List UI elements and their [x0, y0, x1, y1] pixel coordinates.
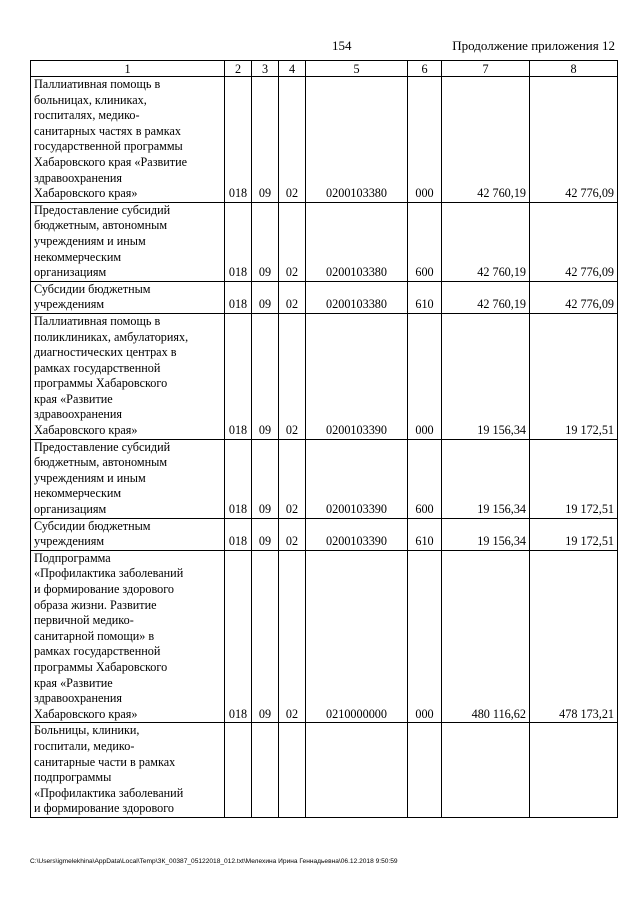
column-header-4: 4 [279, 61, 306, 77]
row-name-line: Хабаровского края» [34, 706, 138, 721]
ministry-code-cell [225, 723, 252, 818]
amount-year1-cell: 42 760,19 [442, 281, 530, 313]
row-name-line: и формирование здорового [34, 801, 175, 816]
section-code-cell: 09 [252, 77, 279, 203]
row-name-cell [31, 518, 225, 550]
row-name-line: программы Хабаровского [34, 376, 168, 391]
ministry-code-cell: 018 [225, 281, 252, 313]
row-name-line: края «Развитие [34, 391, 113, 406]
ministry-code-cell: 018 [225, 77, 252, 203]
row-name-line: санитарные части в рамках [34, 754, 176, 769]
table-row [31, 439, 618, 518]
row-name-line: Хабаровского края «Развитие [34, 154, 188, 169]
target-article-cell [306, 723, 408, 818]
column-number-row [31, 61, 618, 77]
row-name-line: подпрограммы [34, 770, 112, 785]
table-row [31, 550, 618, 723]
column-header-6: 6 [408, 61, 442, 77]
row-name-line: некоммерческим [34, 486, 122, 501]
row-name-line: госпитали, медико- [34, 738, 135, 753]
row-name-line: учреждениям [34, 534, 105, 549]
expense-type-cell: 600 [408, 439, 442, 518]
amount-year2-cell: 478 173,21 [530, 550, 618, 723]
row-name-line: Предоставление субсидий [34, 439, 171, 454]
amount-year2-cell: 42 776,09 [530, 202, 618, 281]
row-name-line: рамках государственной [34, 644, 161, 659]
row-name-line: здравоохранения [34, 170, 123, 185]
expense-type-cell: 600 [408, 202, 442, 281]
appendix-continuation-note: Продолжение приложения 12 [452, 38, 615, 53]
row-name-line: здравоохранения [34, 691, 123, 706]
expense-type-cell: 000 [408, 77, 442, 203]
subsection-code-cell: 02 [279, 313, 306, 439]
row-name-line: поликлиниках, амбулаториях, [34, 329, 189, 344]
row-name-line: некоммерческим [34, 249, 122, 264]
amount-year2-cell: 19 172,51 [530, 439, 618, 518]
row-name-line: Хабаровского края» [34, 186, 138, 201]
subsection-code-cell [279, 723, 306, 818]
section-code-cell: 09 [252, 313, 279, 439]
expense-type-cell: 000 [408, 550, 442, 723]
table-row [31, 202, 618, 281]
row-name-line: и формирование здорового [34, 582, 175, 596]
row-name-line: Субсидии бюджетным [34, 518, 151, 533]
row-name-line: образа жизни. Развитие [34, 597, 157, 612]
amount-year1-cell: 480 116,62 [442, 550, 530, 723]
row-name-line: «Профилактика заболеваний [34, 566, 184, 581]
row-name-line: учреждениям и иным [34, 470, 146, 485]
column-header-8: 8 [530, 61, 618, 77]
file-path-footer: C:\Users\igmelekhina\AppData\Local\Temp\ЗК_00387_05122018_012.txt\Мелехина Ирина Геннадьевна\06.12.2018 9:50:59 [30, 858, 398, 865]
amount-year2-cell [530, 723, 618, 818]
row-name-cell [31, 77, 225, 203]
row-name-cell [31, 550, 225, 723]
row-name-cell [31, 439, 225, 518]
subsection-code-cell: 02 [279, 439, 306, 518]
target-article-cell: 0200103380 [306, 281, 408, 313]
amount-year2-cell: 42 776,09 [530, 77, 618, 203]
target-article-cell: 0200103390 [306, 439, 408, 518]
row-name-cell [31, 281, 225, 313]
row-name-line: Больницы, клиники, [34, 723, 140, 738]
subsection-code-cell: 02 [279, 550, 306, 723]
subsection-code-cell: 02 [279, 518, 306, 550]
subsection-code-cell: 02 [279, 77, 306, 203]
amount-year1-cell: 19 156,34 [442, 313, 530, 439]
ministry-code-cell: 018 [225, 202, 252, 281]
row-name-line: санитарной помощи» в [34, 628, 155, 643]
ministry-code-cell: 018 [225, 550, 252, 723]
target-article-cell: 0200103390 [306, 313, 408, 439]
row-name-cell [31, 313, 225, 439]
row-name-line: Подпрограмма [34, 550, 111, 565]
column-header-7: 7 [442, 61, 530, 77]
row-name-line: организациям [34, 265, 107, 280]
row-name-line: бюджетным, автономным [34, 218, 168, 233]
subsection-code-cell: 02 [279, 281, 306, 313]
table-row [31, 518, 618, 550]
page-number: 154 [332, 38, 352, 53]
row-name-line: первичной медико- [34, 613, 134, 628]
table-row [31, 77, 618, 203]
expense-type-cell: 610 [408, 281, 442, 313]
row-name-line: Предоставление субсидий [34, 202, 171, 217]
row-name-line: Паллиативная помощь в [34, 77, 161, 91]
row-name-line: бюджетным, автономным [34, 455, 168, 470]
amount-year1-cell: 42 760,19 [442, 77, 530, 203]
section-code-cell: 09 [252, 439, 279, 518]
row-name-line: рамках государственной [34, 360, 161, 375]
row-name-cell [31, 202, 225, 281]
row-name-line: здравоохранения [34, 407, 123, 422]
row-name-cell [31, 723, 225, 818]
section-code-cell: 09 [252, 550, 279, 723]
target-article-cell: 0200103380 [306, 202, 408, 281]
expense-type-cell [408, 723, 442, 818]
row-name-line: государственной программы [34, 139, 183, 154]
expense-type-cell: 000 [408, 313, 442, 439]
table-body [31, 77, 618, 818]
amount-year1-cell [442, 723, 530, 818]
ministry-code-cell: 018 [225, 518, 252, 550]
row-name-line: программы Хабаровского [34, 659, 168, 674]
row-name-line: учреждениям [34, 297, 105, 312]
row-name-line: Паллиативная помощь в [34, 313, 161, 328]
row-name-line: Хабаровского края» [34, 423, 138, 438]
section-code-cell: 09 [252, 518, 279, 550]
expense-type-cell: 610 [408, 518, 442, 550]
column-header-3: 3 [252, 61, 279, 77]
row-name-line: организациям [34, 502, 107, 517]
row-name-line: диагностических центрах в [34, 345, 177, 360]
ministry-code-cell: 018 [225, 313, 252, 439]
subsection-code-cell: 02 [279, 202, 306, 281]
column-header-2: 2 [225, 61, 252, 77]
row-name-line: края «Развитие [34, 675, 113, 690]
section-code-cell: 09 [252, 281, 279, 313]
section-code-cell [252, 723, 279, 818]
table-row [31, 723, 618, 818]
row-name-line: госпиталях, медико- [34, 108, 140, 123]
amount-year1-cell: 42 760,19 [442, 202, 530, 281]
budget-table [30, 60, 618, 818]
target-article-cell: 0200103380 [306, 77, 408, 203]
column-header-5: 5 [306, 61, 408, 77]
amount-year1-cell: 19 156,34 [442, 518, 530, 550]
row-name-line: больницах, клиниках, [34, 92, 147, 107]
row-name-line: санитарных частях в рамках [34, 123, 181, 138]
target-article-cell: 0210000000 [306, 550, 408, 723]
amount-year2-cell: 19 172,51 [530, 518, 618, 550]
amount-year2-cell: 42 776,09 [530, 281, 618, 313]
row-name-line: Субсидии бюджетным [34, 281, 151, 296]
section-code-cell: 09 [252, 202, 279, 281]
table-row [31, 281, 618, 313]
column-header-1: 1 [31, 61, 225, 77]
table-row [31, 313, 618, 439]
row-name-line: учреждениям и иным [34, 233, 146, 248]
ministry-code-cell: 018 [225, 439, 252, 518]
amount-year1-cell: 19 156,34 [442, 439, 530, 518]
target-article-cell: 0200103390 [306, 518, 408, 550]
amount-year2-cell: 19 172,51 [530, 313, 618, 439]
row-name-line: «Профилактика заболеваний [34, 785, 184, 800]
